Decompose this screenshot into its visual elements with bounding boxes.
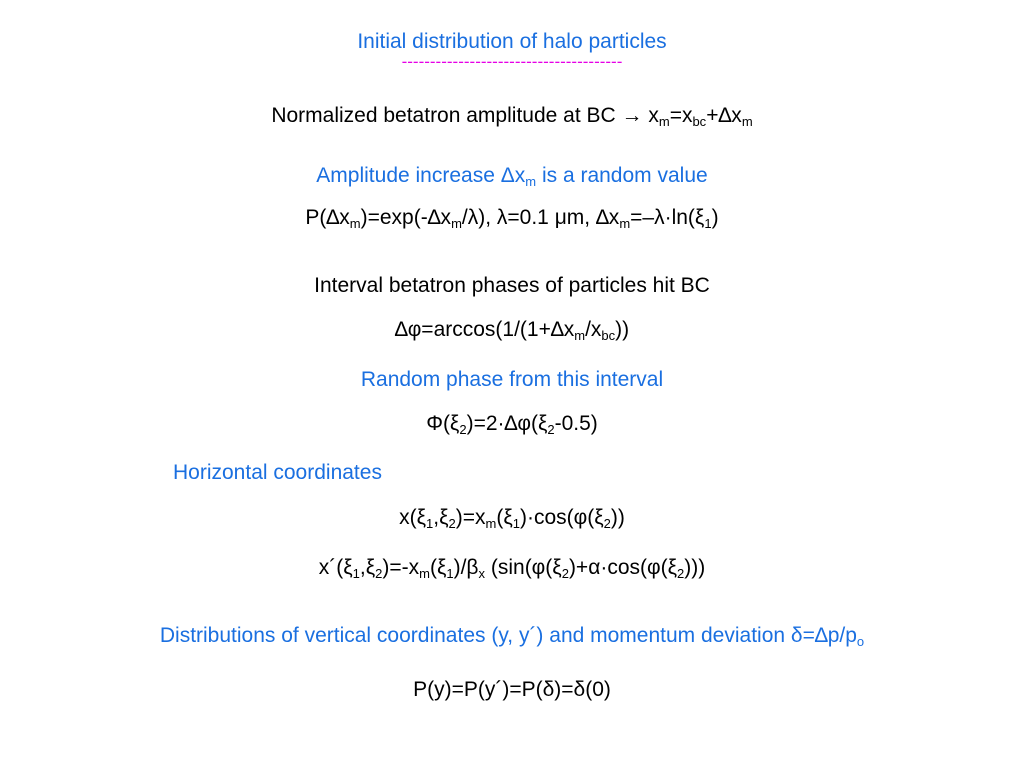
interval-formula: $\Delta\varphi=\arccos(1/(1+\Delta x_m/x_{bc}))$ [394, 318, 630, 343]
amplitude-increase-heading: Amplitude increase $\Delta x_m$ is a random value [316, 164, 708, 189]
x-prime-formula: $x´(\xi_1,\xi_2)=-x_m(\xi_1)/\beta_x$ ($\sin(\varphi(\xi_2)+\alpha\cdot\cos(\varphi(\xi_2)))$ [318, 556, 706, 581]
random-phase-heading: Random phase from this interval [360, 368, 664, 391]
amplitude-heading: Normalized betatron amplitude at BC → $x_m=x_{bc}+\Delta x_m$ [271, 104, 753, 129]
vertical-formula: P(y)=P(y´)=P(δ)=δ(0) [413, 678, 611, 701]
phase-formula: $\Phi(\xi_2)=2\cdot\Delta\varphi(\xi_2-0.5)$ [426, 412, 598, 437]
vertical-heading: Distributions of vertical coordinates (y, y´) and momentum deviation $\delta=\Delta p/p_o$ [159, 624, 865, 649]
x-formula: $x(\xi_1,\xi_2)=x_m(\xi_1)\cdot\cos(\varphi(\xi_2))$ [399, 506, 625, 531]
slide-title: Initial distribution of halo particles [357, 30, 667, 53]
title-underline: --------------------------------------- [401, 52, 623, 71]
horizontal-heading: Horizontal coordinates [173, 461, 382, 484]
amplitude-formula: $P(\Delta x_m)=\exp(-\Delta x_m/\lambda)$, λ=0.1 μm, $\Delta x_m=-\lambda\cdot\ln(\xi_1)$ [305, 206, 719, 231]
interval-heading: Interval betatron phases of particles hit BC [314, 274, 710, 297]
